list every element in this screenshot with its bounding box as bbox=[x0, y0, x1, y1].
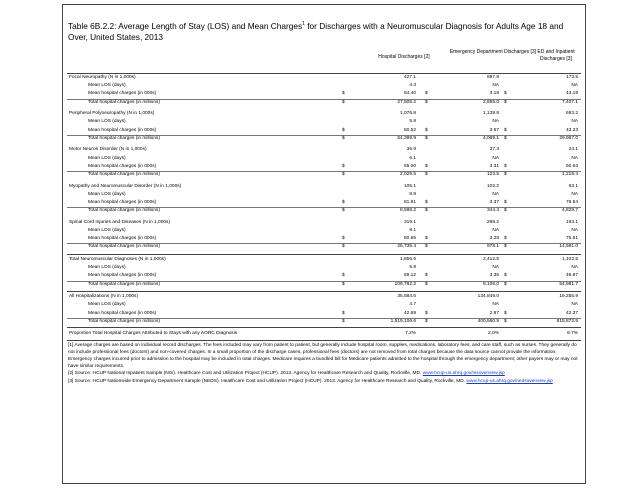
dollar-sign: $ bbox=[504, 244, 507, 250]
dollar-sign: $ bbox=[342, 236, 345, 242]
divider bbox=[67, 327, 581, 328]
cell-value: NA bbox=[571, 302, 578, 308]
cell-value: 54,399.9 bbox=[397, 135, 416, 141]
row-label: Mean hospital charges (in 000s) bbox=[88, 127, 157, 133]
cell-value: 319.1 bbox=[403, 219, 416, 225]
row-label: Mean hospital charges (in 000s) bbox=[88, 310, 157, 316]
row-label: Peripheral Polyneuropathy (N in 1,000s) bbox=[69, 111, 155, 117]
data-row bbox=[67, 227, 581, 235]
row-label: Mean hospital charges (in 000s) bbox=[88, 273, 157, 279]
cell-value: 102.2 bbox=[486, 183, 499, 189]
data-row bbox=[67, 135, 581, 143]
group-header-row bbox=[67, 146, 581, 154]
cell-value: 1,856.6 bbox=[399, 257, 416, 262]
footnotes bbox=[68, 342, 580, 385]
cell-value: 4.7 bbox=[409, 302, 416, 308]
cell-value: 173.5 bbox=[565, 75, 578, 80]
cell-value: 14,581.0 bbox=[559, 244, 578, 250]
cell-value: 49.87 bbox=[565, 273, 578, 279]
cell-value: 1,076.8 bbox=[399, 111, 416, 117]
cell-value: 897.8 bbox=[486, 75, 499, 80]
dollar-sign: $ bbox=[425, 310, 428, 316]
cell-value: 123.5 bbox=[486, 172, 499, 177]
row-label: Mean LOS (days) bbox=[88, 228, 126, 233]
cell-value: 50.63 bbox=[565, 163, 578, 169]
data-row bbox=[67, 191, 581, 199]
cell-value: 7.2% bbox=[405, 331, 416, 337]
row-label: Total hospital charges (in millions) bbox=[88, 172, 160, 177]
cell-value: 43.23 bbox=[565, 127, 578, 133]
dollar-sign: $ bbox=[342, 318, 345, 324]
cell-value: 59.12 bbox=[403, 273, 416, 279]
cell-value: 76.54 bbox=[565, 200, 578, 205]
row-label: Mean LOS (days) bbox=[88, 155, 126, 161]
cell-value: 344.4 bbox=[486, 208, 499, 214]
cell-value: 80.65 bbox=[403, 236, 416, 242]
dollar-sign: $ bbox=[425, 163, 428, 169]
cell-value: 1,519,106.6 bbox=[390, 318, 416, 324]
row-label: Total hospital charges (in millions) bbox=[88, 281, 160, 287]
row-label: Focal Neuropathy (N in 1,000s) bbox=[69, 75, 136, 80]
dollar-sign: $ bbox=[342, 244, 345, 250]
dollar-sign: $ bbox=[342, 200, 345, 205]
row-label: Total hospital charges (in millions) bbox=[88, 135, 160, 141]
cell-value: 75.51 bbox=[565, 236, 578, 242]
cell-value: NA bbox=[571, 228, 578, 233]
cell-value: 50.52 bbox=[403, 127, 416, 133]
cell-value: 8.9 bbox=[409, 191, 416, 197]
data-row bbox=[67, 99, 581, 107]
row-label: Spinal Cord Injuries and Diseases (N in 1,000s) bbox=[69, 219, 171, 225]
cell-value: 8.1 bbox=[409, 228, 416, 233]
cell-value: 55.00 bbox=[403, 163, 416, 169]
cell-value: 37.3 bbox=[489, 147, 499, 153]
column-header-ed-inpatient: ED and Inpatient Discharges [3] bbox=[537, 49, 575, 62]
cell-value: 6.7% bbox=[567, 331, 578, 337]
dollar-sign: $ bbox=[342, 281, 345, 287]
dollar-sign: $ bbox=[504, 127, 507, 133]
dollar-sign: $ bbox=[342, 310, 345, 316]
column-header-emergency: Emergency Department Discharges [3] bbox=[449, 49, 537, 55]
row-label: Total Neuromuscular Diagnoses (N in 1,000s) bbox=[69, 257, 166, 262]
dollar-sign: $ bbox=[342, 99, 345, 105]
row-label: Mean LOS (days) bbox=[88, 265, 126, 271]
cell-value: 54,981.7 bbox=[559, 281, 578, 287]
dollar-sign: $ bbox=[342, 91, 345, 97]
dollar-sign: $ bbox=[342, 127, 345, 133]
cell-value: 427.1 bbox=[403, 75, 416, 80]
proportion-row bbox=[67, 330, 581, 338]
dollar-sign: $ bbox=[504, 135, 507, 141]
group-header-row bbox=[67, 74, 581, 82]
dollar-sign: $ bbox=[425, 172, 428, 177]
cell-value: NA bbox=[571, 191, 578, 197]
data-row bbox=[67, 118, 581, 126]
row-label: Total hospital charges (in millions) bbox=[88, 244, 160, 250]
dollar-sign: $ bbox=[504, 208, 507, 214]
cell-value: 1,102.5 bbox=[561, 257, 578, 262]
cell-value: 298.2 bbox=[486, 219, 499, 225]
data-row bbox=[67, 318, 581, 326]
cell-value: NA bbox=[571, 155, 578, 161]
row-label: Mean LOS (days) bbox=[88, 119, 126, 125]
footnote-1: [1] Average charges are based on individual record discharges. The fees included may vary from patient to patient, but generally include hospital room, supplies, medications, laboratory fees, and care staff, such as nurses. They generally do not include professional fees (doctors) and non-covered charges. In a small proportion of the discharge cases, professional fees (doctors) are not removed from total charges because the data source cannot provide the information. Emergency charges incurred prior to admission to the hospital may be included in total charges. Medicare requires a bundled bill for Medicare patients admitted to the hospital through the emergency department; other payers may or may not have similar requirements. bbox=[68, 342, 578, 370]
cell-value: 7,407.1 bbox=[561, 99, 578, 105]
dollar-sign: $ bbox=[504, 99, 507, 105]
footnote-3-link[interactable]: www.hcup-us.ahrq.gov/nedsoverview.jsp bbox=[466, 378, 553, 384]
cell-value: 3.37 bbox=[489, 200, 499, 205]
dollar-sign: $ bbox=[342, 273, 345, 279]
dollar-sign: $ bbox=[342, 208, 345, 214]
cell-value: 8,106.0 bbox=[482, 281, 499, 287]
dollar-sign: $ bbox=[504, 273, 507, 279]
cell-value: 5.9 bbox=[409, 265, 416, 271]
row-label: All Hospitalizations (N in 1,000s) bbox=[69, 294, 139, 300]
data-row bbox=[67, 310, 581, 318]
cell-value: 19,255.9 bbox=[559, 294, 578, 300]
cell-value: 693.2 bbox=[565, 111, 578, 117]
cell-value: 81.81 bbox=[403, 200, 416, 205]
cell-value: NA bbox=[571, 119, 578, 125]
cell-value: NA bbox=[492, 119, 499, 125]
cell-value: 4.3 bbox=[409, 83, 416, 89]
data-row bbox=[67, 207, 581, 215]
row-label: Myopathy and Neuromuscular Disorder (N in 1,000s) bbox=[69, 183, 182, 189]
cell-value: 24.1 bbox=[568, 147, 578, 153]
row-label: Mean hospital charges (in 000s) bbox=[88, 163, 157, 169]
cell-value: 36.9 bbox=[406, 147, 416, 153]
row-label: Mean hospital charges (in 000s) bbox=[88, 236, 157, 242]
dollar-sign: $ bbox=[504, 236, 507, 242]
row-label: Mean hospital charges (in 000s) bbox=[88, 91, 157, 97]
cell-value: 815,872.5 bbox=[556, 318, 578, 324]
table-title: Table 6B.2.2: Average Length of Stay (LOS) and Mean Charges$^1$ for Discharges with a Neuromuscular Diagnosis for Adults Age 18 and Over, United States, 2013 bbox=[68, 20, 564, 42]
dollar-sign: $ bbox=[425, 127, 428, 133]
cell-value: 6.1 bbox=[409, 155, 416, 161]
dollar-sign: $ bbox=[425, 236, 428, 242]
cell-value: 35,584.6 bbox=[397, 294, 416, 300]
cell-value: NA bbox=[492, 83, 499, 89]
group-header-row bbox=[67, 110, 581, 118]
dollar-sign: $ bbox=[425, 208, 428, 214]
row-label: Total hospital charges (in millions) bbox=[88, 318, 160, 324]
cell-value: 105.1 bbox=[403, 183, 416, 189]
cell-value: 3.28 bbox=[489, 236, 499, 242]
footnote-3: [3] Source: HCUP Nationwide Emergency Department Sample (NEDS). Healthcare Cost and Utilization Project (HCUP). 2013. Agency for Healthcare Research and Quality, Rockville, MD. www.hcup-us.ahrq.gov/nedsoverview.jsp bbox=[68, 378, 553, 384]
dollar-sign: $ bbox=[425, 273, 428, 279]
row-label: Total hospital charges (in millions) bbox=[88, 99, 160, 105]
dollar-sign: $ bbox=[425, 200, 428, 205]
cell-value: 64.40 bbox=[403, 91, 416, 97]
cell-value: 193.1 bbox=[565, 219, 578, 225]
cell-value: NA bbox=[492, 155, 499, 161]
dollar-sign: $ bbox=[504, 163, 507, 169]
dollar-sign: $ bbox=[504, 91, 507, 97]
data-row bbox=[67, 127, 581, 135]
data-row bbox=[67, 163, 581, 171]
footnote-2: [2] Source: HCUP National Inpatient Sample (NIS). Healthcare Cost and Utilization Project (HCUP). 2013. Agency for Healthcare Research and Quality, Rockville, MD. www.hcup-us.ahrq.gov/nisoverview.jsp bbox=[68, 371, 505, 377]
data-row bbox=[67, 301, 581, 309]
cell-value: 1,139.8 bbox=[482, 111, 499, 117]
row-label: Mean LOS (days) bbox=[88, 83, 126, 89]
cell-value: 4,069.1 bbox=[482, 135, 499, 141]
cell-value: 2,855.0 bbox=[482, 99, 499, 105]
row-label: Total hospital charges (in millions) bbox=[88, 208, 160, 214]
cell-value: 42.69 bbox=[403, 310, 416, 316]
cell-value: 63.1 bbox=[568, 183, 578, 189]
cell-value: 400,560.9 bbox=[477, 318, 499, 324]
data-row bbox=[67, 199, 581, 207]
data-row bbox=[67, 281, 581, 289]
dollar-sign: $ bbox=[504, 281, 507, 287]
row-label: Proportion Total Hospital Charges Attributed to Stays with any AORC Diagnosis bbox=[69, 331, 238, 337]
cell-value: 109,762.2 bbox=[394, 281, 416, 287]
cell-value: 3.18 bbox=[489, 91, 499, 97]
group-header-row bbox=[67, 293, 581, 301]
cell-value: 2,412.5 bbox=[482, 257, 499, 262]
cell-value: NA bbox=[571, 265, 578, 271]
data-row bbox=[67, 155, 581, 163]
data-row bbox=[67, 264, 581, 272]
dollar-sign: $ bbox=[504, 318, 507, 324]
cell-value: 4,829.7 bbox=[561, 208, 578, 214]
cell-value: 3.31 bbox=[489, 163, 499, 169]
cell-value: 2,029.5 bbox=[399, 172, 416, 177]
table-frame bbox=[62, 4, 586, 484]
data-row bbox=[67, 235, 581, 243]
dollar-sign: $ bbox=[425, 244, 428, 250]
divider bbox=[67, 254, 581, 255]
dollar-sign: $ bbox=[504, 200, 507, 205]
cell-value: 5.8 bbox=[409, 119, 416, 125]
dollar-sign: $ bbox=[425, 318, 428, 324]
cell-value: NA bbox=[492, 302, 499, 308]
cell-value: 27,505.2 bbox=[397, 99, 416, 105]
dollar-sign: $ bbox=[425, 91, 428, 97]
footnote-2-link[interactable]: www.hcup-us.ahrq.gov/nisoverview.jsp bbox=[422, 371, 505, 377]
dollar-sign: $ bbox=[425, 99, 428, 105]
divider bbox=[67, 291, 581, 292]
group-header-row bbox=[67, 256, 581, 264]
column-header-hospital: Hospital Discharges [2] bbox=[378, 54, 430, 60]
cell-value: NA bbox=[492, 228, 499, 233]
dollar-sign: $ bbox=[504, 310, 507, 316]
row-label: Mean hospital charges (in 000s) bbox=[88, 200, 157, 205]
dollar-sign: $ bbox=[342, 172, 345, 177]
cell-value: NA bbox=[492, 191, 499, 197]
dollar-sign: $ bbox=[425, 135, 428, 141]
row-label: Mean LOS (days) bbox=[88, 191, 126, 197]
dollar-sign: $ bbox=[425, 281, 428, 287]
cell-value: 1,215.4 bbox=[561, 172, 578, 177]
row-label: Mean LOS (days) bbox=[88, 302, 126, 308]
cell-value: 2.0% bbox=[488, 331, 499, 337]
group-header-row bbox=[67, 219, 581, 227]
cell-value: 29,967.0 bbox=[559, 135, 578, 141]
cell-value: NA bbox=[492, 265, 499, 271]
cell-value: 25,735.4 bbox=[397, 244, 416, 250]
data-row bbox=[67, 272, 581, 280]
cell-value: 134,849.0 bbox=[477, 294, 499, 300]
cell-value: 3.57 bbox=[489, 127, 499, 133]
dollar-sign: $ bbox=[342, 135, 345, 141]
row-label: Motor Neuron Disorder (N in 1,000s) bbox=[69, 147, 147, 153]
dollar-sign: $ bbox=[504, 172, 507, 177]
cell-value: 2.97 bbox=[489, 310, 499, 316]
cell-value: 978.1 bbox=[486, 244, 499, 250]
cell-value: 43.19 bbox=[565, 91, 578, 97]
group-header-row bbox=[67, 183, 581, 191]
divider bbox=[67, 340, 581, 341]
cell-value: 42.37 bbox=[565, 310, 578, 316]
data-row bbox=[67, 90, 581, 98]
cell-value: 3.36 bbox=[489, 273, 499, 279]
data-row bbox=[67, 82, 581, 90]
cell-value: 8,598.2 bbox=[399, 208, 416, 214]
cell-value: NA bbox=[571, 83, 578, 89]
data-row bbox=[67, 243, 581, 251]
data-row bbox=[67, 171, 581, 179]
dollar-sign: $ bbox=[342, 163, 345, 169]
